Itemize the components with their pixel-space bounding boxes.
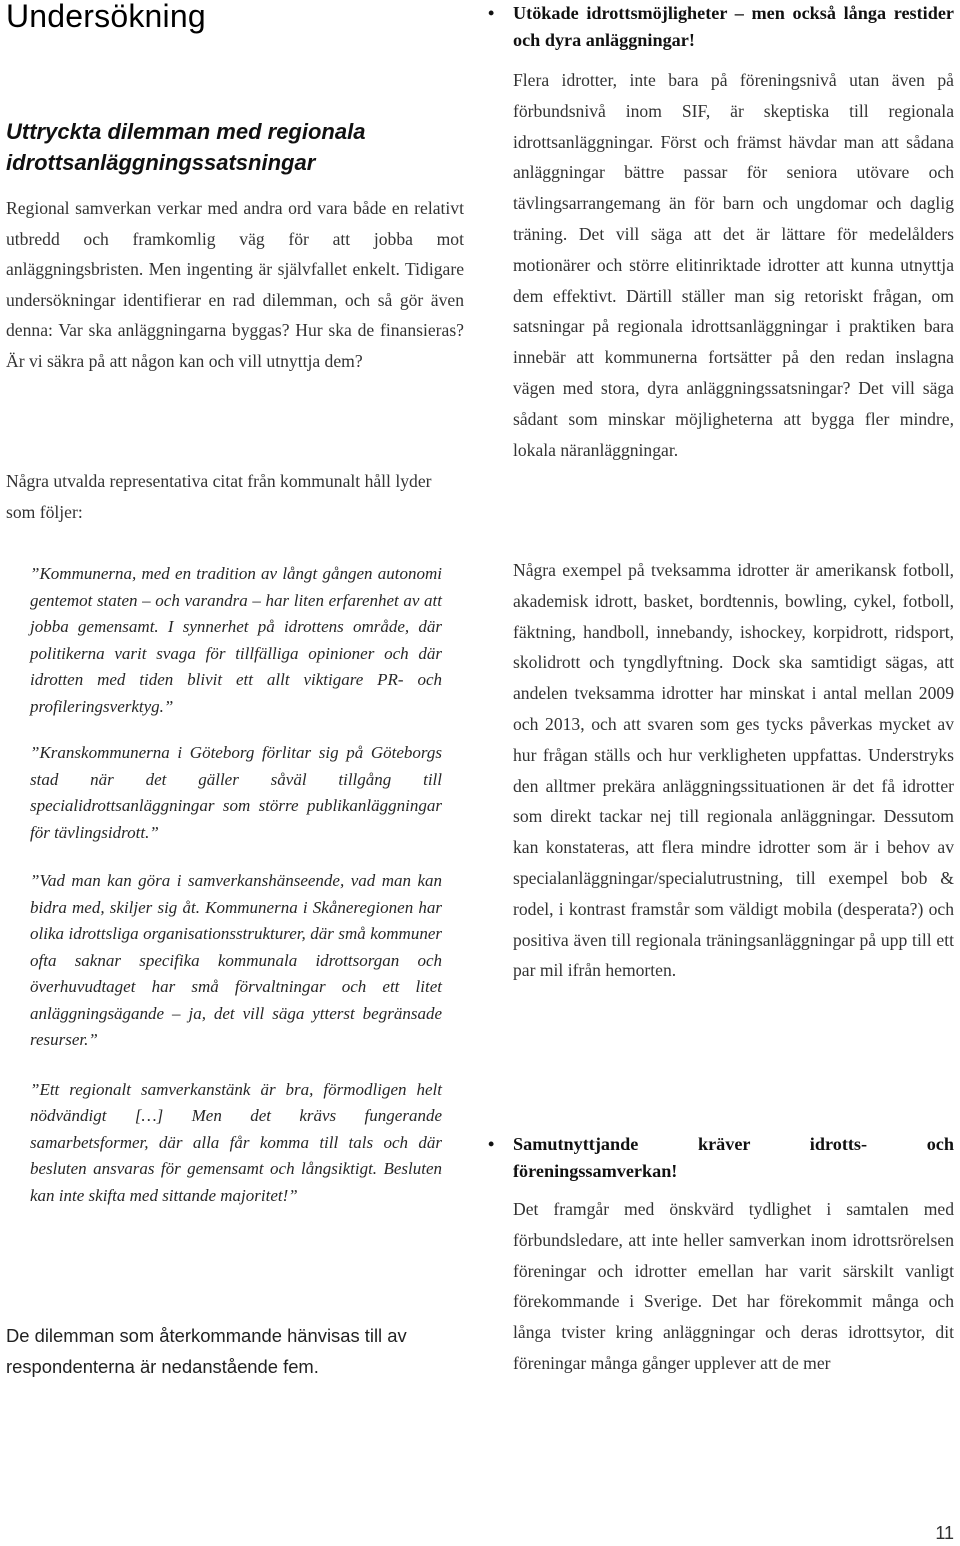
- quotes-block: [30, 561, 442, 1209]
- page-number: 11: [935, 1523, 954, 1543]
- quote: ”Vad man kan göra i samverkanshänseende, vad man kan bidra med, skiljer sig åt. Kommunerna i Skåneregionen har olika idrottsliga organisationsstrukturer, där små kommuner ofta saknar specifika kommunala idrottsorgan och överhuvudtaget har små förvaltningar och ett litet anläggningsägande – ja, det vill säga ytterst begränsade resurser.”: [30, 871, 442, 1049]
- quote: ”Kranskommunerna i Göteborg förlitar sig på Göteborgs stad när det gäller såväl tillgång till specialidrottsanläggningar som större publikanläggningar för tävlingsidrott.”: [30, 743, 442, 842]
- quote: ”Kommunerna, med en tradition av långt gången autonomi gentemot staten – och varandra – har liten erfarenhet av att jobba gemensamt. I synnerhet på idrottens område, där politikerna varit svaga för tillfälliga opinioner och där idrotten med tiden blivit ett allt viktigare PR- och profileringsverktyg.”: [30, 564, 442, 716]
- section-title: Undersökning: [6, 0, 206, 34]
- bullet-heading-text: Samutnyttjande kräver idrotts- och föreningssamverkan!: [513, 1134, 954, 1181]
- bullet-heading-text: Utökade idrottsmöjligheter – men också långa restider och dyra anläggningar!: [513, 3, 954, 50]
- closing-paragraph: De dilemman som återkommande hänvisas till av respondenterna är nedanstående fem.: [6, 1325, 407, 1377]
- bullet-paragraph-continued: Några exempel på tveksamma idrotter är amerikansk fotboll, akademisk idrott, basket, bordtennis, bowling, cykel, fotboll, fäktning, handboll, innebandy, ishockey, korpidrott, ridsport, skolidrott och tyngdlyftning. Dock ska samtidigt sägas, att andelen tveksamma idrotter har minskat i antal mellan 2009 och 2013, och att svaren som ges tycks påverkas mycket av hur frågan ställs och hur verkligheten uppfattas. Understryks den alltmer prekära anläggningssituationen är det få idrotter som direkt tackar nej till regionala anläggningar. Dessutom kan konstateras, att flera mindre idrotter som är i behov av specialanläggningar/specialutrustning, till exempel bob & rodel, i kontrast framstår som väldigt mobila (desperata?) och positiva även till regionala träningsanläggningar på upp till ett par mil ifrån hemorten.: [513, 560, 954, 981]
- bullet-paragraph: Flera idrotter, inte bara på föreningsnivå utan även på förbundsnivå inom SIF, är skeptiska till regionala idrottsanläggningar. Först och främst hävdar man att sådana anläggningar bättre passar för seniora utövare och tävlingsarrangemang än för barn och ungdomar och daglig träning. Det vill säga att det är lättare för medelålders motionärer och större elitinriktade idrotter att kunna utnyttja dem effektivt. Därtill ställer man sig retoriskt frågan, om satsningar på regionala idrottsanläggningar i praktiken bara innebär att kommunerna fortsätter på den redan inslagna vägen med stora, dyra anläggningssatsningar? Det vill säga sådant som minskar möjligheterna att bygga fler mindre, lokala näranläggningar.: [513, 70, 954, 460]
- quote-intro-paragraph: Några utvalda representativa citat från kommunalt håll lyder som följer:: [6, 471, 432, 522]
- bullet-heading: [488, 0, 954, 53]
- bullet-heading: [488, 1131, 954, 1184]
- intro-paragraph: Regional samverkan verkar med andra ord vara både en relativt utbredd och framkomlig väg för att jobba mot anläggningsbristen. Men ingenting är självfallet enkelt. Tidigare undersökningar identifierar en rad dilemman, och så gör även denna: Var ska anläggningarna byggas? Hur ska de finansieras? Är vi säkra på att någon kan och vill utnyttja dem?: [6, 198, 464, 371]
- bullet-section: [488, 1131, 954, 1379]
- bullet-section: [488, 0, 954, 465]
- bullet-paragraph: Det framgår med önskvärd tydlighet i samtalen med förbundsledare, att inte heller samverkan inom idrottsrörelsen föreningar och idrotter emellan har varit särskilt vanligt förekommande i Sverige. Det har förekommit många och långa tvister kring anläggningar och deras idrottsytor, dit föreningar många gånger upplever att de mer: [513, 1199, 954, 1373]
- quote: ”Ett regionalt samverkanstänk är bra, förmodligen helt nödvändigt […] Men det krävs fungerande samarbetsformer, där alla får komma till tals och där besluten ansvaras för gemensamt och långsiktigt. Besluten kan inte skifta med sittande majoritet!”: [30, 1079, 442, 1205]
- section-heading: Uttryckta dilemman med regionala idrottsanläggningssatsningar: [6, 119, 366, 175]
- bullet-icon: •: [488, 3, 495, 23]
- bullet-icon: •: [488, 1134, 495, 1154]
